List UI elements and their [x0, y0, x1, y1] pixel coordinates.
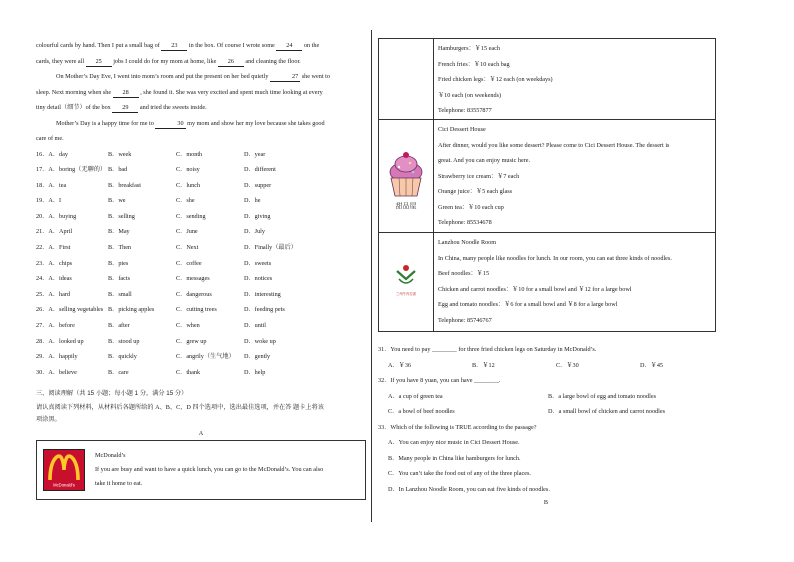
option-b: B．￥12 [472, 361, 495, 369]
cici-text [434, 120, 715, 232]
question-row [36, 334, 366, 350]
question-option-d: D．until [244, 322, 267, 330]
question-option-d: D．giving [244, 212, 271, 220]
menu-text [434, 39, 715, 119]
question-row [36, 318, 366, 334]
option-a: A．￥36 [388, 361, 412, 369]
text: care of me. [36, 135, 64, 142]
text: and cleaning the floor. [245, 57, 301, 65]
question-option-c: C．when [176, 322, 200, 330]
question-option-c: C．month [176, 150, 203, 158]
restaurant-desc: If you are busy and want to have a quick lunch, you can go to the McDonald’s. You can also [95, 465, 324, 473]
question-option-b: B．pies [108, 259, 129, 267]
option-c: C．a bowl of beef noodles [388, 408, 455, 415]
question-option-c: C．she [176, 197, 195, 205]
question-option-a: 20．A．buying [36, 212, 77, 220]
cici-line: great. And you can enjoy music here. [438, 157, 531, 164]
right-column [378, 38, 714, 507]
lanzhou-line: Telephone: 85746767 [438, 316, 492, 324]
blank-24: 24 [276, 42, 302, 51]
option-d: D．In Lanzhou Noodle Room, you can eat five kinds of noodles. [388, 485, 550, 493]
menu-item: Hamburgers：￥15 each [438, 45, 500, 52]
question-option-b: B．care [108, 368, 129, 376]
question-option-d: D．help [244, 368, 266, 376]
cici-cell [379, 119, 715, 232]
blank-23: 23 [161, 42, 187, 51]
question-option-b: B．bad [108, 166, 128, 174]
question-option-d: D．July [244, 228, 265, 236]
question-option-c: C．angrily（生气地） [176, 353, 235, 361]
text: Mother’s Day is a happy time for me to [56, 119, 154, 127]
cupcake-icon [379, 120, 433, 232]
question-row [36, 271, 366, 287]
question-option-b: B．small [108, 290, 132, 298]
option-b: B．Many people in China like hamburgers for lunch. [388, 454, 521, 462]
question-option-b: B．quickly [108, 353, 137, 361]
cici-line: Strawberry ice cream：￥7 each [438, 172, 520, 180]
question-option-b: B．picking apples [108, 306, 155, 314]
question-option-a: 19．A．I [36, 197, 62, 205]
logo-text: 兰州牛肉拉面 [395, 292, 417, 296]
question-row [36, 178, 366, 194]
menu-item: Telephone: 83557877 [438, 107, 492, 114]
question-option-b: B．we [108, 197, 126, 205]
instruction-line: 项涂黑。 [36, 416, 61, 424]
question-row [36, 209, 366, 225]
question-stem: 33．Which of the following is TRUE according to the passage? [378, 423, 537, 431]
question-option-b: B．breakfast [108, 181, 141, 189]
lanzhou-line: Beef noodles：￥15 [438, 270, 490, 277]
question-row [36, 287, 366, 303]
cici-line: Cici Dessert House [438, 126, 486, 133]
options [378, 358, 714, 374]
question-option-d: D．woke up [244, 337, 276, 345]
section-title: 三、阅读理解（共 15 小题；每小题 1 分，满分 15 分） [36, 390, 188, 398]
question-row [36, 302, 366, 318]
logo-text: 甜品屋 [395, 202, 417, 210]
question-option-d: D．feeding pets [244, 306, 285, 314]
option-d: D．a small bowl of chicken and carrot noodles [548, 408, 666, 415]
passage-label-b: B [543, 499, 549, 506]
mcdonalds-logo [43, 449, 85, 491]
question-option-b: B．week [108, 150, 132, 158]
question-option-d: D．Finally（最后） [244, 244, 297, 252]
question-option-c: C．cutting trees [176, 306, 217, 314]
question-option-b: B．after [108, 322, 130, 330]
question-option-a: 26．A．selling vegetables [36, 306, 104, 314]
question-row [36, 365, 366, 381]
blank-26: 26 [218, 58, 244, 67]
lanzhou-line: Lanzhou Noodle Room [438, 239, 497, 246]
blank-27: 27 [270, 73, 300, 82]
option-a: A．a cup of green tea [388, 392, 443, 400]
blank-28: 28 [113, 89, 139, 98]
question-option-c: C．June [176, 228, 198, 236]
question-option-b: B．selling [108, 212, 135, 220]
text: and tried the sweets inside. [139, 104, 207, 111]
question-row [36, 349, 366, 365]
cloze-line-7 [36, 131, 366, 147]
question-row [36, 162, 366, 178]
text: my mom and show her my love because she takes good [187, 119, 325, 127]
text: colourful cards by hand. Then I put a small bag of [36, 42, 160, 49]
question-option-c: C．lunch [176, 181, 201, 189]
mcdonalds-text [95, 449, 359, 491]
restaurant-desc: take it home to eat. [95, 479, 143, 487]
option-c: C．￥30 [556, 361, 579, 369]
question-33 [378, 420, 714, 498]
question-31 [378, 342, 714, 373]
question-32 [378, 373, 714, 420]
text: jobs I could do for my mom at home, like [113, 57, 217, 65]
cloze-line-5 [36, 100, 366, 116]
logo-text: McDonald’s [53, 482, 75, 488]
instructions [36, 402, 366, 426]
menu-box [378, 38, 716, 332]
question-row [36, 193, 366, 209]
blank-25: 25 [86, 58, 112, 67]
text: On Mother’s Day Eve, I went into mom’s room and put the present on her bed quietly [56, 73, 269, 80]
question-option-c: C．Next [176, 244, 199, 252]
lanzhou-text [434, 233, 715, 331]
blank-image-cell [379, 39, 434, 119]
lanzhou-logo [379, 233, 434, 331]
question-option-c: C．noisy [176, 166, 200, 174]
question-stem: 31．You need to pay ________ for three fried chicken legs on Saturday in McDonald’s. [378, 346, 597, 353]
mcdonalds-menu-cell [379, 39, 715, 119]
option-c: C．You can’t take the food out of any of the three places. [388, 470, 531, 477]
options-row-2 [378, 404, 714, 420]
column-divider [371, 30, 372, 522]
lanzhou-line: Chicken and carrot noodles：￥10 for a small bowl and ￥12 for a large bowl [438, 285, 632, 293]
text: cards, they were all [36, 57, 85, 65]
question-row [36, 256, 366, 272]
lanzhou-line: Egg and tomato noodles：￥6 for a small bowl and ￥8 for a large bowl [438, 301, 618, 308]
lanzhou-cell [379, 232, 715, 331]
question-option-c: C．dangerous [176, 290, 212, 298]
cloze-line-1 [36, 38, 366, 54]
cici-line: Telephone: 85534678 [438, 219, 492, 226]
question-option-d: D．supper [244, 181, 272, 189]
blank-30: 30 [155, 120, 185, 129]
cici-line: Orange juice：￥5 each glass [438, 188, 513, 195]
question-row [36, 224, 366, 240]
restaurant-name: McDonald’s [95, 451, 126, 459]
left-column [36, 38, 366, 500]
question-stem: 32．If you have 8 yuan, you can have ________. [378, 377, 501, 384]
question-option-b: B．stood up [108, 337, 140, 345]
question-option-b: B．Then [108, 244, 132, 252]
blank-29: 29 [112, 104, 138, 113]
cloze-line-6 [36, 116, 366, 132]
text: in the box. Of course I wrote some [188, 42, 275, 49]
question-option-d: D．notices [244, 275, 273, 283]
question-option-a: 18．A．tea [36, 181, 67, 189]
option-a: A．You can enjoy nice music in Cici Dessert House. [388, 439, 520, 446]
question-option-c: C．coffee [176, 259, 202, 267]
noodle-logo-icon [379, 233, 433, 331]
question-option-a: 23．A．chips [36, 259, 73, 267]
instruction-line: 请认真阅读下列材料，从材料后各题所给的 A、B、C、D 四个选项中，选出最佳选项，并在答 题卡上将该 [36, 404, 324, 412]
cloze-line-4 [36, 85, 366, 101]
cici-line: Green tea：￥10 each cup [438, 203, 504, 211]
question-option-d: D．year [244, 150, 266, 158]
cloze-line-3 [36, 69, 366, 85]
question-option-a: 16．A．day [36, 150, 68, 158]
question-option-b: B．May [108, 228, 130, 236]
text: she went to [301, 73, 330, 80]
question-option-a: 30．A．believe [36, 368, 77, 376]
question-option-d: D．different [244, 166, 276, 174]
menu-item: ￥10 each (on weekends) [438, 91, 502, 99]
lanzhou-line: In China, many people like noodles for lunch. In our room, you can eat three kinds of noodles. [438, 254, 672, 262]
option-d: D．￥45 [640, 361, 664, 369]
menu-item: Fried chicken legs：￥12 each (on weekdays) [438, 76, 553, 83]
question-option-c: C．grew up [176, 337, 207, 345]
text: tiny detail（细节）of the box [36, 104, 111, 111]
golden-arches-icon [44, 450, 84, 490]
question-row [36, 147, 366, 163]
question-list [36, 147, 366, 381]
option-b: B．a large bowl of egg and tomato noodles [548, 392, 656, 400]
question-option-a: 21．A．April [36, 228, 73, 236]
mcdonalds-box [36, 440, 366, 500]
text: sleep. Next morning when she [36, 88, 112, 96]
question-option-a: 28．A．looked up [36, 337, 84, 345]
cici-logo [379, 120, 434, 232]
question-option-a: 17．A．boring（无聊的） [36, 166, 107, 174]
menu-item: French fries：￥10 each bag [438, 60, 510, 68]
question-option-c: C．sending [176, 212, 206, 220]
question-option-a: 27．A．before [36, 322, 75, 330]
question-option-a: 22．A．First [36, 244, 71, 252]
question-option-d: D．interesting [244, 290, 281, 298]
question-option-a: 29．A．happily [36, 353, 78, 361]
question-option-d: D．gently [244, 353, 271, 361]
cici-line: After dinner, would you like some dessert? Please come to Cici Dessert House. The dessert is [438, 141, 670, 149]
question-option-c: C．thank [176, 368, 201, 376]
question-option-a: 25．A．hard [36, 290, 71, 298]
text: , she found it. She was very excited and spent much time looking at every [140, 88, 323, 96]
text: on the [303, 42, 320, 49]
cloze-line-2 [36, 54, 366, 70]
question-option-d: D．he [244, 197, 261, 205]
question-option-c: C．messages [176, 275, 210, 283]
question-option-a: 24．A．ideas [36, 275, 72, 283]
question-option-b: B．facts [108, 275, 130, 283]
options-row-1 [378, 389, 714, 405]
question-option-d: D．sweets [244, 259, 272, 267]
passage-label-a: A [198, 430, 204, 438]
question-row [36, 240, 366, 256]
